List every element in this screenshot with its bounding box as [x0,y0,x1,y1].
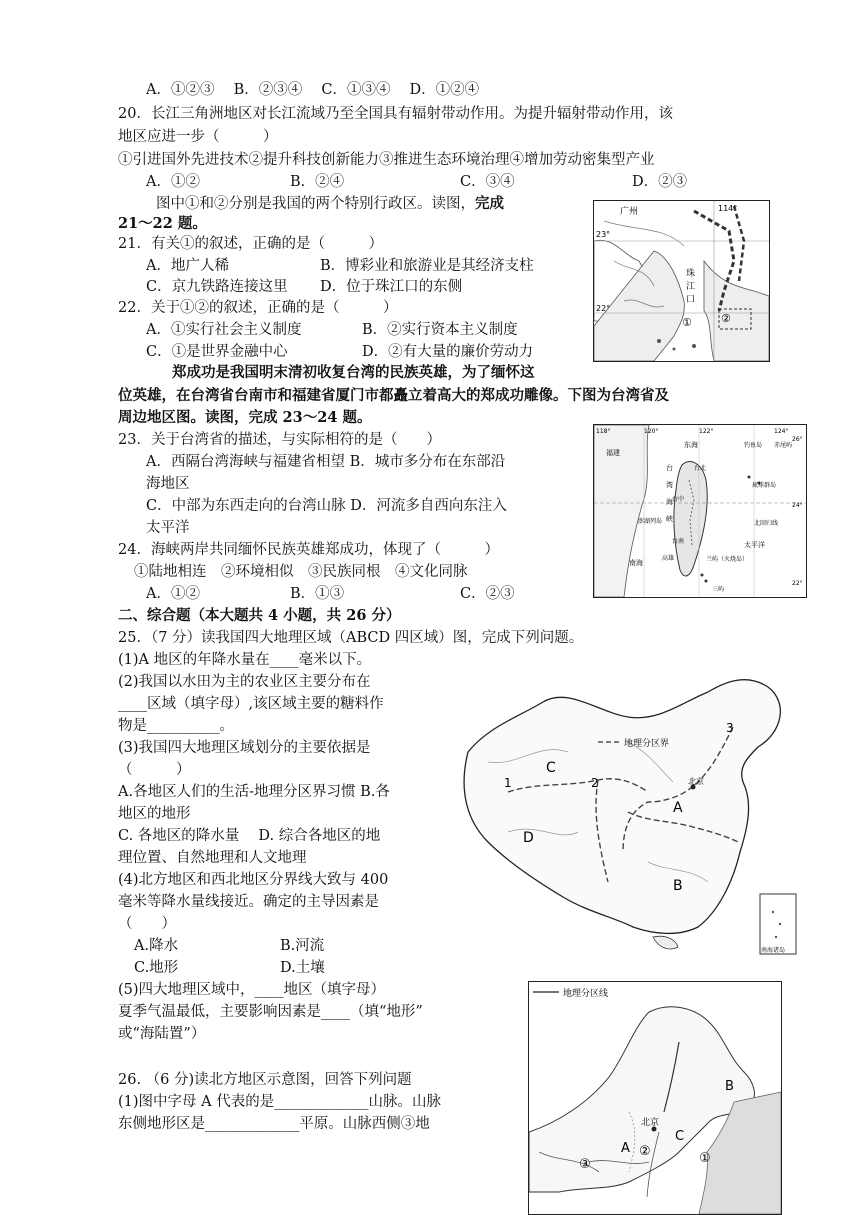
q21-option-b: B．博彩业和旅游业是其经济支柱 [320,258,534,274]
donghai-label: 东海 [684,441,698,449]
q21-stem: 21．有关①的叙述，正确的是（ ） [118,236,383,252]
lat22-label: 22° [792,580,803,587]
taiwan-map [593,424,807,598]
q19-options: A．①②③ B．②③④ C．①③④ D．①②④ [146,82,480,98]
label-c: C [675,1129,685,1144]
q22-option-c: C．①是世界金融中心 [146,344,288,360]
q25-5-cont: 夏季气温最低，主要影响因素是____（填“地形” [118,1004,423,1020]
marker-1-label: ① [699,1151,711,1166]
boundary-1-label: 1 [504,776,512,790]
beijing-label: 北京 [688,777,704,786]
q23-intro-cont: 位英雄，在台湾省台南市和福建省厦门市都矗立着高大的郑成功雕像。下图为台湾省及 [118,387,669,404]
q24-option-b: B．①③ [290,586,345,602]
taichung-label: 台中 [672,496,685,503]
taiwan-strait-label-1: 台 [666,464,673,472]
zhujiang-label-3: 口 [686,295,696,305]
zhujiang-label-2: 江 [686,282,696,292]
q23-intro-end: 周边地区图。读图，完成 23～24 题。 [118,409,372,426]
taiwan-strait-label-3: 海 [666,498,673,506]
region-b-label: B [673,878,683,894]
guangzhou-label: 广州 [620,207,639,217]
q21-option-d: D．位于珠江口的东侧 [320,279,463,295]
lat22-label: 22° [596,304,611,313]
q25-stem: 25．（7 分）读我国四大地理区域（ABCD 四区域）图，完成下列问题。 [118,630,584,646]
penghu-label: 澎湖列岛 [638,518,663,525]
region-c-label: C [546,760,556,776]
q25-3-option-a: A.各地区人们的生活-地理分区界习惯 B.各 [118,784,390,800]
south-china-sea-label: 南海 [629,559,643,567]
label-a: A [621,1141,630,1156]
region-1-label: ① [682,316,692,329]
q25-4-option-d: D.土壤 [280,960,325,976]
q25-4-paren: （ ） [118,916,176,932]
lat24-label: 24° [792,502,803,509]
q25-4-cont: 毫米等降水量线接近。确定的主导因素是 [118,894,379,910]
lon118-label: 118° [596,428,611,435]
q20-items: ①引进国外先进技术②提升科技创新能力③推进生态环境治理④增加劳动密集型产业 [118,152,655,168]
q25-2-end: 物是__________。 [118,718,234,734]
q25-5: (5)四大地理区域中，____地区（填字母） [118,982,386,998]
q25-2-cont: ____区域（填字母）,该区域主要的糖料作 [118,696,384,712]
marker-3-label: ③ [579,1157,591,1172]
q24-option-a: A．①② [146,586,200,602]
section-two-heading: 二、综合题（本大题共 4 小题，共 26 分） [118,607,401,624]
chiwei-label: 赤尾屿 [774,442,793,449]
q22-stem: 22．关于①②的叙述，正确的是（ ） [118,300,398,316]
northern-region-map [528,981,782,1215]
taipei-label: 台北 [694,465,707,472]
lon124-label: 124° [774,428,789,435]
q26-1-cont: 东侧地形区是_____________平原。山脉西侧③地 [118,1116,430,1132]
tropic-label: 北回归线 [754,520,779,527]
q26-stem: 26. （6 分)读北方地区示意图，回答下列问题 [118,1072,412,1088]
q20-option-b: B．②④ [290,174,345,190]
boundary-2-label: 2 [591,776,599,790]
pearl-river-delta-map [593,200,770,362]
lanyu-label: 兰屿（火烧岛） [706,556,749,563]
zhujiang-label-1: 珠 [686,269,696,279]
q23-option-ab: A．西隔台湾海峡与福建省相望 B．城市多分布在东部沿 [146,454,506,470]
q22-option-a: A．①实行社会主义制度 [146,322,302,338]
q21-option-a: A．地广人稀 [146,258,229,274]
sanyu-label: 三屿 [712,586,725,593]
lon-label: 114° [718,204,738,213]
region-2-label: ② [721,312,731,325]
q23-stem: 23．关于台湾省的描述，与实际相符的是（ ） [118,432,441,448]
q25-4-option-b: B.河流 [280,938,325,954]
q25-4-option-c: C.地形 [134,960,179,976]
q20-stem: 20．长江三角洲地区对长江流域乃至全国具有辐射带动作用。为提升辐射带动作用，该 [118,106,673,122]
lon120-label: 120° [644,428,659,435]
tainan-label: 台南 [672,538,685,545]
q25-5-end: 或“海陆置”） [118,1026,206,1042]
q25-3-option-cd: C. 各地区的降水量 D. 综合各地区的地 [118,828,381,844]
china-map-legend: 地理分区界 [624,739,670,749]
diaoyu-label: 钓鱼岛 [744,442,763,449]
q25-2: (2)我国以水田为主的农业区主要分布在 [118,674,371,690]
q25-4: (4)北方地区和西北地区分界线大致与 400 [118,872,389,888]
q23-option-b-cont: 海地区 [146,476,190,492]
q21-intro-range: 21～22 题。 [118,215,207,232]
q24-items: ①陆地相连 ②环境相似 ③民族同根 ④文化同脉 [134,564,468,580]
q25-3: (3)我国四大地理区域划分的主要依据是 [118,740,371,756]
lat26-label: 26° [792,436,803,443]
q21-option-c: C．京九铁路连接这里 [146,279,288,295]
q21-intro: 图中①和②分别是我国的两个特别行政区。读图，完成 [156,195,504,212]
boundary-3-label: 3 [726,721,734,735]
q20-option-d: D．②③ [632,174,688,190]
kaohsiung-label: 高雄 [662,555,675,562]
q23-option-cd: C．中部为东西走向的台湾山脉 D．河流多自西向东注入 [146,498,507,514]
q25-4-option-a: A.降水 [134,938,179,954]
north-map-legend: 地理分区线 [563,989,609,999]
fujian-label: 福建 [606,449,620,457]
q22-option-b: B．②实行资本主义制度 [362,322,518,338]
q20-option-c: C．③④ [460,174,515,190]
lon122-label: 122° [699,428,714,435]
taiwan-strait-label-4: 峡 [666,515,673,523]
q25-3-option-b-cont: 地区的地形 [118,806,191,822]
marker-2-label: ② [639,1144,651,1159]
label-b: B [725,1079,734,1094]
region-a-label: A [673,800,683,816]
q23-option-d-cont: 太平洋 [146,520,190,536]
q22-option-d: D．②有大量的廉价劳动力 [362,344,534,360]
q25-3-paren: （ ） [118,762,191,778]
q25-1: (1)A 地区的年降水量在____毫米以下。 [118,652,372,668]
ryukyu-label: 琉球群岛 [752,482,777,489]
taiwan-strait-label-2: 湾 [666,481,673,489]
south-sea-islands-label: 南海诸岛 [761,947,786,954]
q24-stem: 24．海峡两岸共同缅怀民族英雄郑成功，体现了（ ） [118,542,499,558]
q23-intro: 郑成功是我国明末清初收复台湾的民族英雄，为了缅怀这 [172,364,535,381]
pacific-label: 太平洋 [744,541,765,549]
china-four-regions-map [448,672,798,962]
q25-3-option-d-cont: 理位置、自然地理和人文地理 [118,850,307,866]
q20-stem-cont: 地区应进一步（ ） [118,129,278,145]
lat23-label: 23° [596,230,611,239]
region-d-label: D [523,830,534,846]
q20-option-a: A．①② [146,174,200,190]
q24-option-c: C．②③ [460,586,515,602]
q26-1: (1)图中字母 A 代表的是_____________山脉。山脉 [118,1094,441,1110]
beijing-label: 北京 [641,1118,660,1128]
